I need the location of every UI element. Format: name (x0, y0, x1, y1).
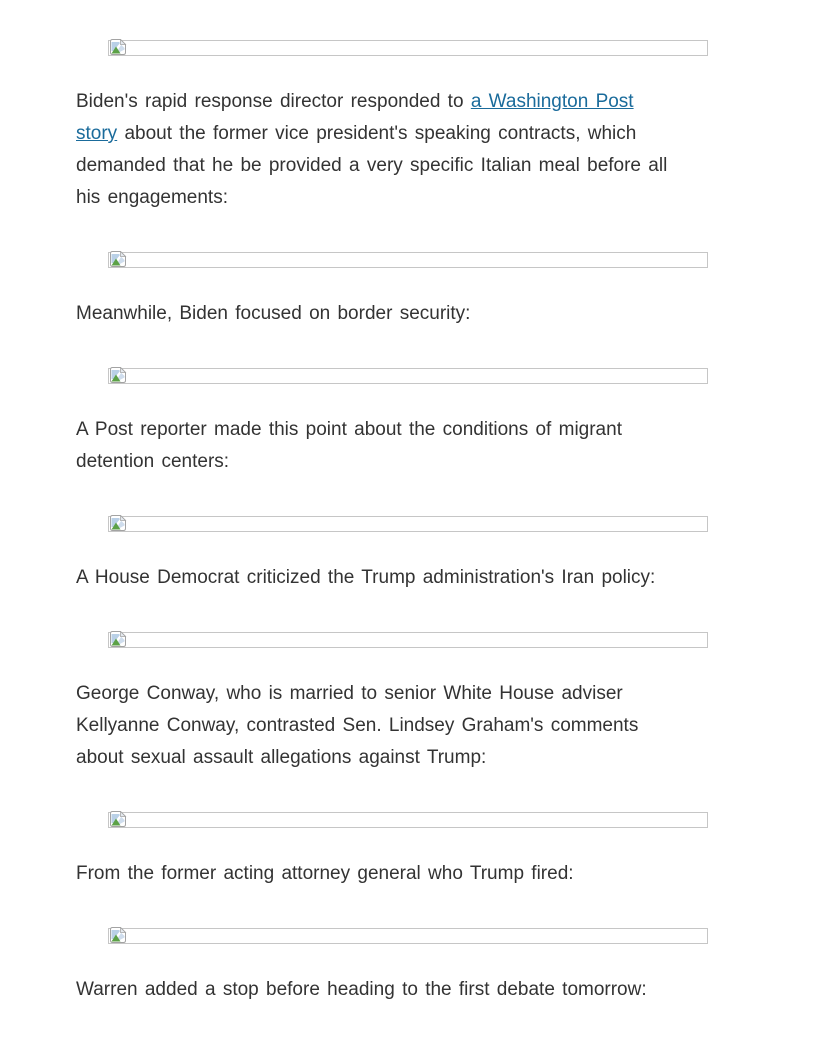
broken-image-icon (110, 811, 128, 827)
broken-image-placeholder[interactable] (108, 812, 708, 828)
paragraph-iran-policy (76, 562, 740, 594)
broken-image-placeholder[interactable] (108, 516, 708, 532)
broken-image-placeholder[interactable] (108, 40, 708, 56)
paragraph-migrant-detention (76, 414, 740, 478)
text-line (76, 118, 740, 150)
text-line: A Post reporter made this point about the conditions of migrant (76, 419, 622, 440)
paragraph-george-conway (76, 678, 740, 774)
broken-image-placeholder[interactable] (108, 368, 708, 384)
broken-image-icon (110, 251, 128, 267)
text-line: George Conway, who is married to senior White House adviser (76, 683, 623, 704)
broken-image-placeholder[interactable] (108, 252, 708, 268)
paragraph-warren-debate (76, 974, 740, 1006)
text-line: demanded that he be provided a very specific Italian meal before all (76, 155, 668, 176)
text-line: Meanwhile, Biden focused on border security: (76, 303, 471, 324)
washington-post-story-link[interactable]: story (76, 123, 118, 144)
washington-post-story-link[interactable]: a Washington Post (470, 91, 634, 112)
paragraph-acting-attorney-general (76, 858, 740, 890)
text-line: his engagements: (76, 187, 228, 208)
paragraph-border-security (76, 298, 740, 330)
broken-image-icon (110, 39, 128, 55)
broken-image-icon (110, 927, 128, 943)
paragraph-biden-speaking-contracts (76, 86, 740, 214)
text-line (76, 86, 740, 118)
broken-image-icon (110, 515, 128, 531)
text-line: A House Democrat criticized the Trump administration's Iran policy: (76, 567, 656, 588)
text-line: detention centers: (76, 451, 230, 472)
text-line: about sexual assault allegations against Trump: (76, 747, 487, 768)
broken-image-icon (110, 367, 128, 383)
broken-image-placeholder[interactable] (108, 632, 708, 648)
text-segment: Biden's rapid response director responded to (76, 91, 471, 112)
text-line: Kellyanne Conway, contrasted Sen. Lindsey Graham's comments (76, 715, 639, 736)
text-segment: about the former vice president's speaking contracts, which (117, 123, 637, 144)
text-line: From the former acting attorney general who Trump fired: (76, 863, 574, 884)
text-line: Warren added a stop before heading to the first debate tomorrow: (76, 979, 647, 1000)
broken-image-placeholder[interactable] (108, 928, 708, 944)
broken-image-icon (110, 631, 128, 647)
